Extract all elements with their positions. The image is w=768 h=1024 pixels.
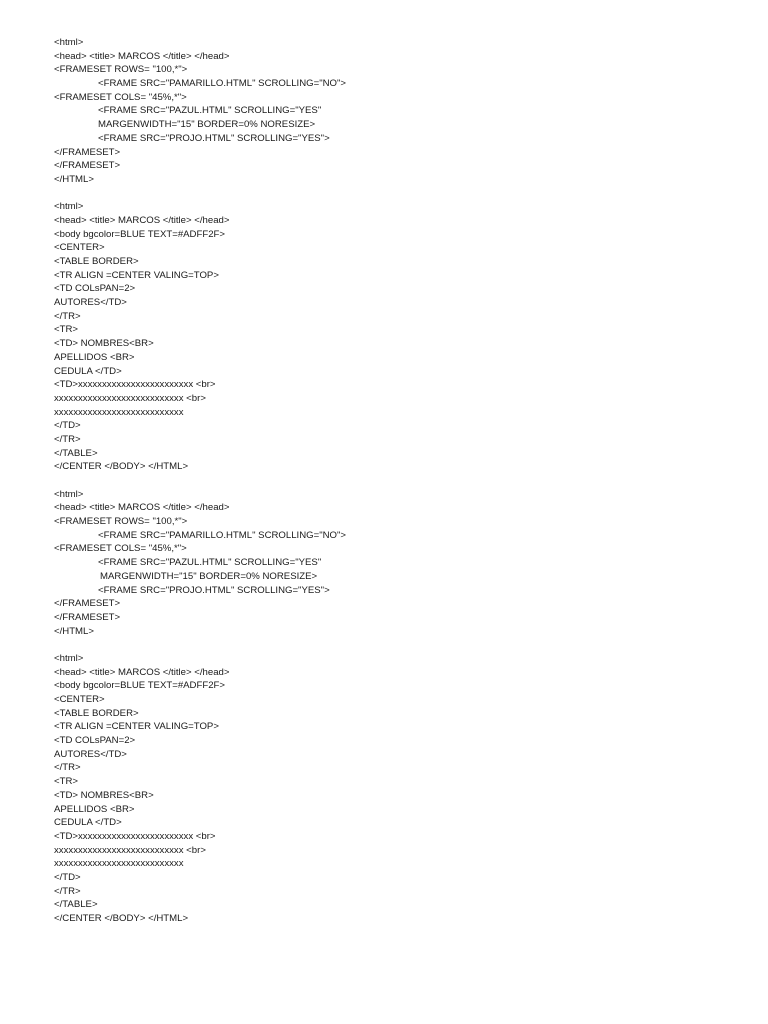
block-gap xyxy=(54,187,734,201)
code-line: CEDULA </TD> xyxy=(54,365,122,377)
code-line: <head> <title> MARCOS </title> </head> xyxy=(54,502,230,514)
code-block xyxy=(54,652,734,926)
code-line: xxxxxxxxxxxxxxxxxxxxxxxxxxx <br> xyxy=(54,844,206,856)
code-line: </CENTER </BODY> </HTML> xyxy=(54,913,189,924)
code-line: AUTORES</TD> xyxy=(54,748,127,760)
code-line: APELLIDOS <BR> xyxy=(54,803,135,815)
code-line: <TD COLsPAN=2> xyxy=(54,735,136,747)
code-line: <TD>xxxxxxxxxxxxxxxxxxxxxxxx <br> xyxy=(54,379,216,391)
code-line: <TD> NOMBRES<BR> xyxy=(54,338,154,350)
code-line: </TR> xyxy=(54,885,81,897)
code-block xyxy=(54,200,734,474)
block-gap xyxy=(54,638,734,652)
code-line: <FRAME SRC="PAMARILLO.HTML" SCROLLING="NO"> xyxy=(98,529,347,541)
code-line: <FRAME SRC="PROJO.HTML" SCROLLING="YES"> xyxy=(98,584,330,596)
code-line: <TR> xyxy=(54,776,78,788)
code-line: <TABLE BORDER> xyxy=(54,256,139,267)
code-line: <FRAME SRC="PROJO.HTML" SCROLLING="YES"> xyxy=(98,132,330,144)
code-line: </TR> xyxy=(54,310,81,322)
code-line: <TR ALIGN =CENTER VALING=TOP> xyxy=(54,269,219,281)
code-line: <FRAMESET COLS= "45%,*"> xyxy=(54,543,187,555)
code-line: <FRAMESET ROWS= "100,*"> xyxy=(54,64,188,76)
code-line: <head> <title> MARCOS </title> </head> xyxy=(54,50,230,62)
code-line: <FRAME SRC="PAZUL.HTML" SCROLLING="YES" xyxy=(98,105,322,117)
code-line: </HTML> xyxy=(54,173,94,185)
code-line: </TABLE> xyxy=(54,899,98,911)
code-line: AUTORES</TD> xyxy=(54,297,127,309)
code-line: <html> xyxy=(54,37,84,48)
code-line: </TABLE> xyxy=(54,447,98,459)
code-line: </TR> xyxy=(54,433,81,445)
code-line: <body bgcolor=BLUE TEXT=#ADFF2F> xyxy=(54,680,225,692)
code-line: <TD> NOMBRES<BR> xyxy=(54,789,154,801)
code-line: <head> <title> MARCOS </title> </head> xyxy=(54,214,230,226)
block-gap xyxy=(54,474,734,488)
code-line: xxxxxxxxxxxxxxxxxxxxxxxxxxx xyxy=(54,406,184,418)
code-line: <TD>xxxxxxxxxxxxxxxxxxxxxxxx <br> xyxy=(54,830,216,842)
code-line: </FRAMESET> xyxy=(54,160,121,172)
code-line: </FRAMESET> xyxy=(54,598,121,610)
code-line: <CENTER> xyxy=(54,242,105,254)
code-line: <TR ALIGN =CENTER VALING=TOP> xyxy=(54,721,219,733)
code-line: </TD> xyxy=(54,420,81,432)
code-line: <html> xyxy=(54,652,84,664)
code-line: <CENTER> xyxy=(54,694,105,705)
code-block xyxy=(54,36,734,187)
code-line: <TD COLsPAN=2> xyxy=(54,283,136,295)
code-line: </FRAMESET> xyxy=(54,146,121,158)
code-line: <FRAMESET ROWS= "100,*"> xyxy=(54,516,188,528)
code-block xyxy=(54,488,734,639)
code-line: <body bgcolor=BLUE TEXT=#ADFF2F> xyxy=(54,228,225,240)
code-line: APELLIDOS <BR> xyxy=(54,351,135,363)
code-line: <FRAMESET COLS= "45%,*"> xyxy=(54,91,187,103)
code-line: xxxxxxxxxxxxxxxxxxxxxxxxxxx <br> xyxy=(54,392,206,404)
code-line: <TR> xyxy=(54,324,78,336)
code-line: MARGENWIDTH="15" BORDER=0% NORESIZE> xyxy=(100,570,318,582)
code-line: <FRAME SRC="PAZUL.HTML" SCROLLING="YES" xyxy=(98,557,322,569)
code-listing xyxy=(54,36,734,926)
code-line: MARGENWIDTH="15" BORDER=0% NORESIZE> xyxy=(98,119,316,131)
code-line: xxxxxxxxxxxxxxxxxxxxxxxxxxx xyxy=(54,858,184,870)
code-line: </HTML> xyxy=(54,625,94,637)
code-line: CEDULA </TD> xyxy=(54,817,122,829)
code-line: <html> xyxy=(54,488,84,500)
code-line: </CENTER </BODY> </HTML> xyxy=(54,461,189,473)
code-line: <FRAME SRC="PAMARILLO.HTML" SCROLLING="NO"> xyxy=(98,78,347,90)
code-line: <html> xyxy=(54,201,84,213)
code-line: </TD> xyxy=(54,871,81,883)
code-line: </FRAMESET> xyxy=(54,611,121,623)
code-line: <TABLE BORDER> xyxy=(54,707,139,719)
code-line: </TR> xyxy=(54,762,81,774)
code-line: <head> <title> MARCOS </title> </head> xyxy=(54,666,230,678)
